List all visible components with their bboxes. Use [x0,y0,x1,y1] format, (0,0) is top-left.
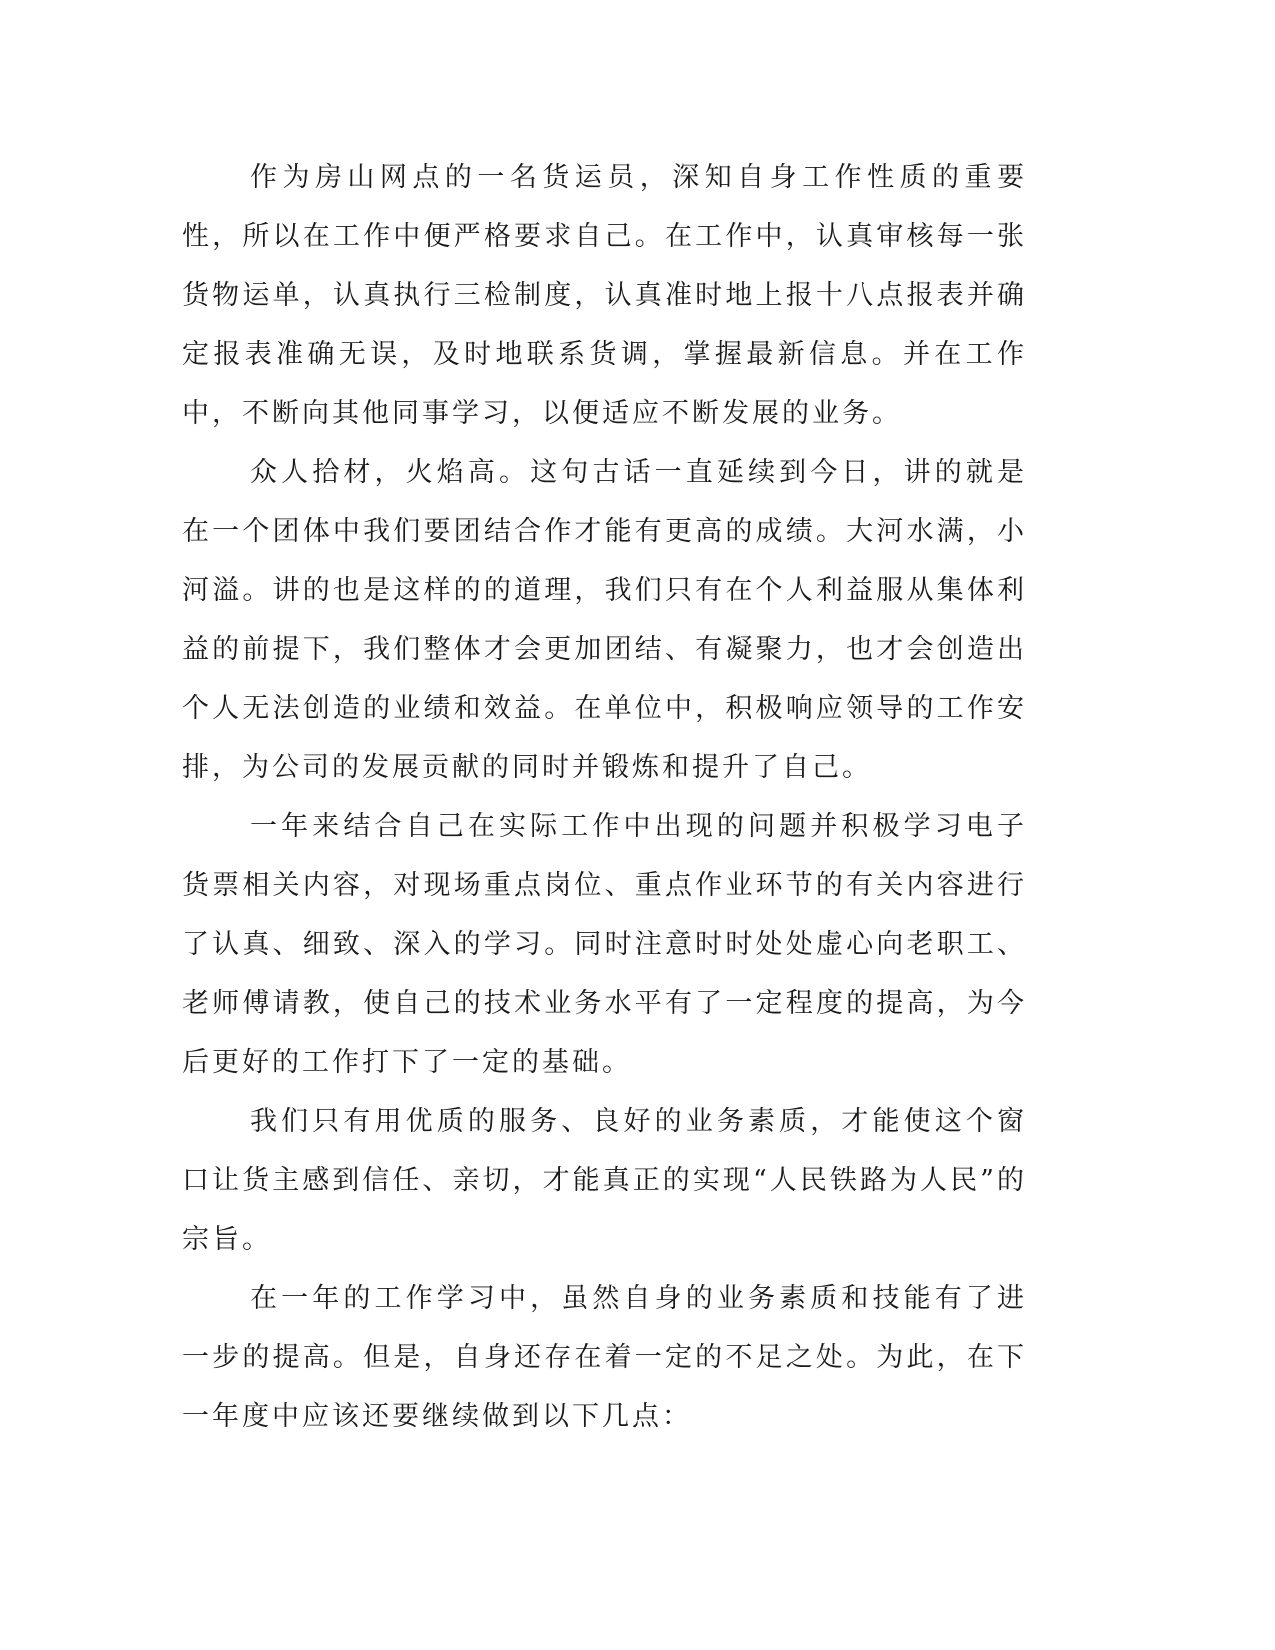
paragraph-5: 在一年的工作学习中，虽然自身的业务素质和技能有了进一步的提高。但是，自身还存在着一定的不足之处。为此，在下一年度中应该还要继续做到以下几点： [182,1283,1027,1432]
document-body [182,148,1027,1446]
paragraph-3: 一年来结合自己在实际工作中出现的问题并积极学习电子货票相关内容，对现场重点岗位、重点作业环节的有关内容进行了认真、细致、深入的学习。同时注意时时处处虚心向老职工、老师傅请教，使自己的技术业务水平有了一定程度的提高，为今后更好的工作打下了一定的基础。 [182,811,1027,1078]
paragraph-1: 作为房山网点的一名货运员，深知自身工作性质的重要性，所以在工作中便严格要求自己。在工作中，认真审核每一张货物运单，认真执行三检制度，认真准时地上报十八点报表并确定报表准确无误，及时地联系货调，掌握最新信息。并在工作中，不断向其他同事学习，以便适应不断发展的业务。 [182,162,1027,429]
paragraph-4: 我们只有用优质的服务、良好的业务素质，才能使这个窗口让货主感到信任、亲切，才能真正的实现“人民铁路为人民”的宗旨。 [182,1106,1027,1255]
paragraph-2: 众人拾材，火焰高。这句古话一直延续到今日，讲的就是在一个团体中我们要团结合作才能有更高的成绩。大河水满，小河溢。讲的也是这样的的道理，我们只有在个人利益服从集体利益的前提下，我们整体才会更加团结、有凝聚力，也才会创造出个人无法创造的业绩和效益。在单位中，积极响应领导的工作安排，为公司的发展贡献的同时并锻炼和提升了自己。 [182,457,1027,783]
